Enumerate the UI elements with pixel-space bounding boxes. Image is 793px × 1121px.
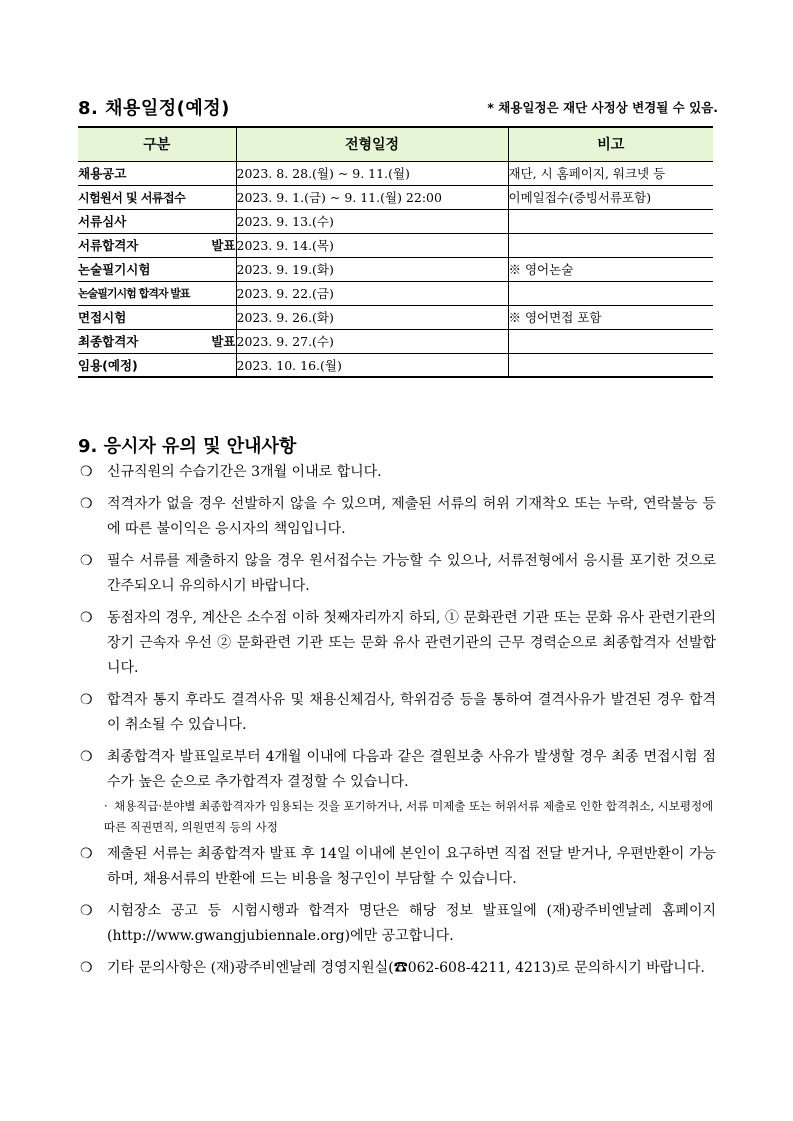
row-date: 2023. 9. 14.(목): [236, 233, 508, 257]
circle-bullet-icon: ❍: [80, 846, 93, 862]
table-row: [78, 305, 713, 329]
notice-text: 필수 서류를 제출하지 않을 경우 원서접수는 가능할 수 있으나, 서류전형에서 응시를 포기한 것으로 간주되오니 유의하시기 바랍니다.: [107, 553, 716, 594]
notice-list: [80, 460, 716, 988]
header-remark: 비고: [508, 127, 713, 161]
row-category: 논술필기시험: [78, 257, 236, 281]
notice-text: 합격자 통지 후라도 결격사유 및 채용신체검사, 학위검증 등을 통하여 결격사유가 발견된 경우 합격이 취소될 수 있습니다.: [107, 692, 716, 733]
section-8-header: [78, 94, 718, 122]
notice-text: 시험장소 공고 등 시험시행과 합격자 명단은 해당 정보 발표일에 (재)광주비엔날레 홈페이지(http://www.gwangjubiennale.org)에만 공고합니다.: [107, 903, 716, 944]
list-item: [80, 460, 716, 485]
notice-text: 최종합격자 발표일로부터 4개월 이내에 다음과 같은 결원보충 사유가 발생할 경우 최종 면접시험 점수가 높은 순으로 추가합격자 결정할 수 있습니다.: [107, 749, 716, 790]
row-date: 2023. 8. 28.(월) ~ 9. 11.(월): [236, 161, 508, 185]
row-date: 2023. 9. 26.(화): [236, 305, 508, 329]
row-category: 서류합격자 발표: [78, 233, 236, 257]
row-category: 논술필기시험 합격자 발표: [78, 281, 236, 305]
header-category: 구분: [78, 127, 236, 161]
notice-text: 제출된 서류는 최종합격자 발표 후 14일 이내에 본인이 요구하면 직접 전달 받거나, 우편반환이 가능하며, 채용서류의 반환에 드는 비용을 청구인이 부담할 수 있습니다.: [107, 846, 716, 887]
row-remark: 이메일접수(증빙서류포함): [508, 185, 713, 209]
table-row: [78, 209, 713, 233]
list-item: [80, 606, 716, 681]
table-row: [78, 233, 713, 257]
section-8-title: 8. 채용일정(예정): [78, 98, 230, 119]
row-category: 서류심사: [78, 209, 236, 233]
row-date: 2023. 9. 1.(금) ~ 9. 11.(월) 22:00: [236, 185, 508, 209]
list-item: [80, 745, 716, 795]
row-category: 채용공고: [78, 161, 236, 185]
table-row: [78, 161, 713, 185]
row-date: 2023. 9. 22.(금): [236, 281, 508, 305]
list-item: [80, 899, 716, 949]
notice-text: 기타 문의사항은 (재)광주비엔날레 경영지원실(☎062-608-4211, 4213)로 문의하시기 바랍니다.: [107, 960, 705, 976]
row-date: 2023. 9. 13.(수): [236, 209, 508, 233]
list-item: [80, 688, 716, 738]
row-date: 2023. 10. 16.(월): [236, 353, 508, 377]
notice-text: 동점자의 경우, 계산은 소수점 이하 첫째자리까지 하되, ① 문화관련 기관 또는 문화 유사 관련기관의 장기 근속자 우선 ② 문화관련 기관 또는 문화 유사 관련기관의 근무 경력순으로 최종합격자 선발합니다.: [107, 610, 716, 676]
row-remark: 재단, 시 홈페이지, 워크넷 등: [508, 161, 713, 185]
schedule-change-note: * 채용일정은 재단 사정상 변경될 수 있음.: [487, 100, 718, 115]
schedule-table: [78, 126, 713, 378]
circle-bullet-icon: ❍: [80, 610, 93, 626]
list-item: [80, 492, 716, 542]
notice-text: 신규직원의 수습기간은 3개월 이내로 합니다.: [107, 464, 382, 480]
circle-bullet-icon: ❍: [80, 692, 93, 708]
row-remark: ※ 영어논술: [508, 257, 713, 281]
row-date: 2023. 9. 19.(화): [236, 257, 508, 281]
circle-bullet-icon: ❍: [80, 496, 93, 512]
list-item: [80, 842, 716, 892]
table-row: [78, 281, 713, 305]
row-category: 시험원서 및 서류접수: [78, 185, 236, 209]
circle-bullet-icon: ❍: [80, 903, 93, 919]
table-row: [78, 257, 713, 281]
circle-bullet-icon: ❍: [80, 749, 93, 765]
list-item: [80, 956, 716, 981]
header-date: 전형일정: [236, 127, 508, 161]
row-remark: [508, 209, 713, 233]
list-item: [80, 549, 716, 599]
row-remark: [508, 353, 713, 377]
row-remark: ※ 영어면접 포함: [508, 305, 713, 329]
row-category: 최종합격자 발표: [78, 329, 236, 353]
row-category: 면접시험: [78, 305, 236, 329]
table-row: [78, 329, 713, 353]
table-row: [78, 353, 713, 377]
schedule-header-row: [78, 127, 713, 161]
vacancy-reason-subnote: [80, 796, 716, 838]
circle-bullet-icon: ❍: [80, 553, 93, 569]
row-category: 임용(예정): [78, 353, 236, 377]
circle-bullet-icon: ❍: [80, 464, 93, 480]
row-remark: [508, 281, 713, 305]
circle-bullet-icon: ❍: [80, 960, 93, 976]
subnote-marker: ·: [104, 799, 108, 813]
notice-text: 적격자가 없을 경우 선발하지 않을 수 있으며, 제출된 서류의 허위 기재착오 또는 누락, 연락불능 등에 따른 불이익은 응시자의 책임입니다.: [107, 496, 716, 537]
section-9-title: 9. 응시자 유의 및 안내사항: [78, 436, 297, 457]
table-row: [78, 185, 713, 209]
row-remark: [508, 329, 713, 353]
row-remark: [508, 233, 713, 257]
subnote-text: 채용직급·분야별 최종합격자가 임용되는 것을 포기하거나, 서류 미제출 또는 허위서류 제출로 인한 합격취소, 시보평정에 따른 직권면직, 의원면직 등의 사정: [104, 799, 714, 834]
row-date: 2023. 9. 27.(수): [236, 329, 508, 353]
